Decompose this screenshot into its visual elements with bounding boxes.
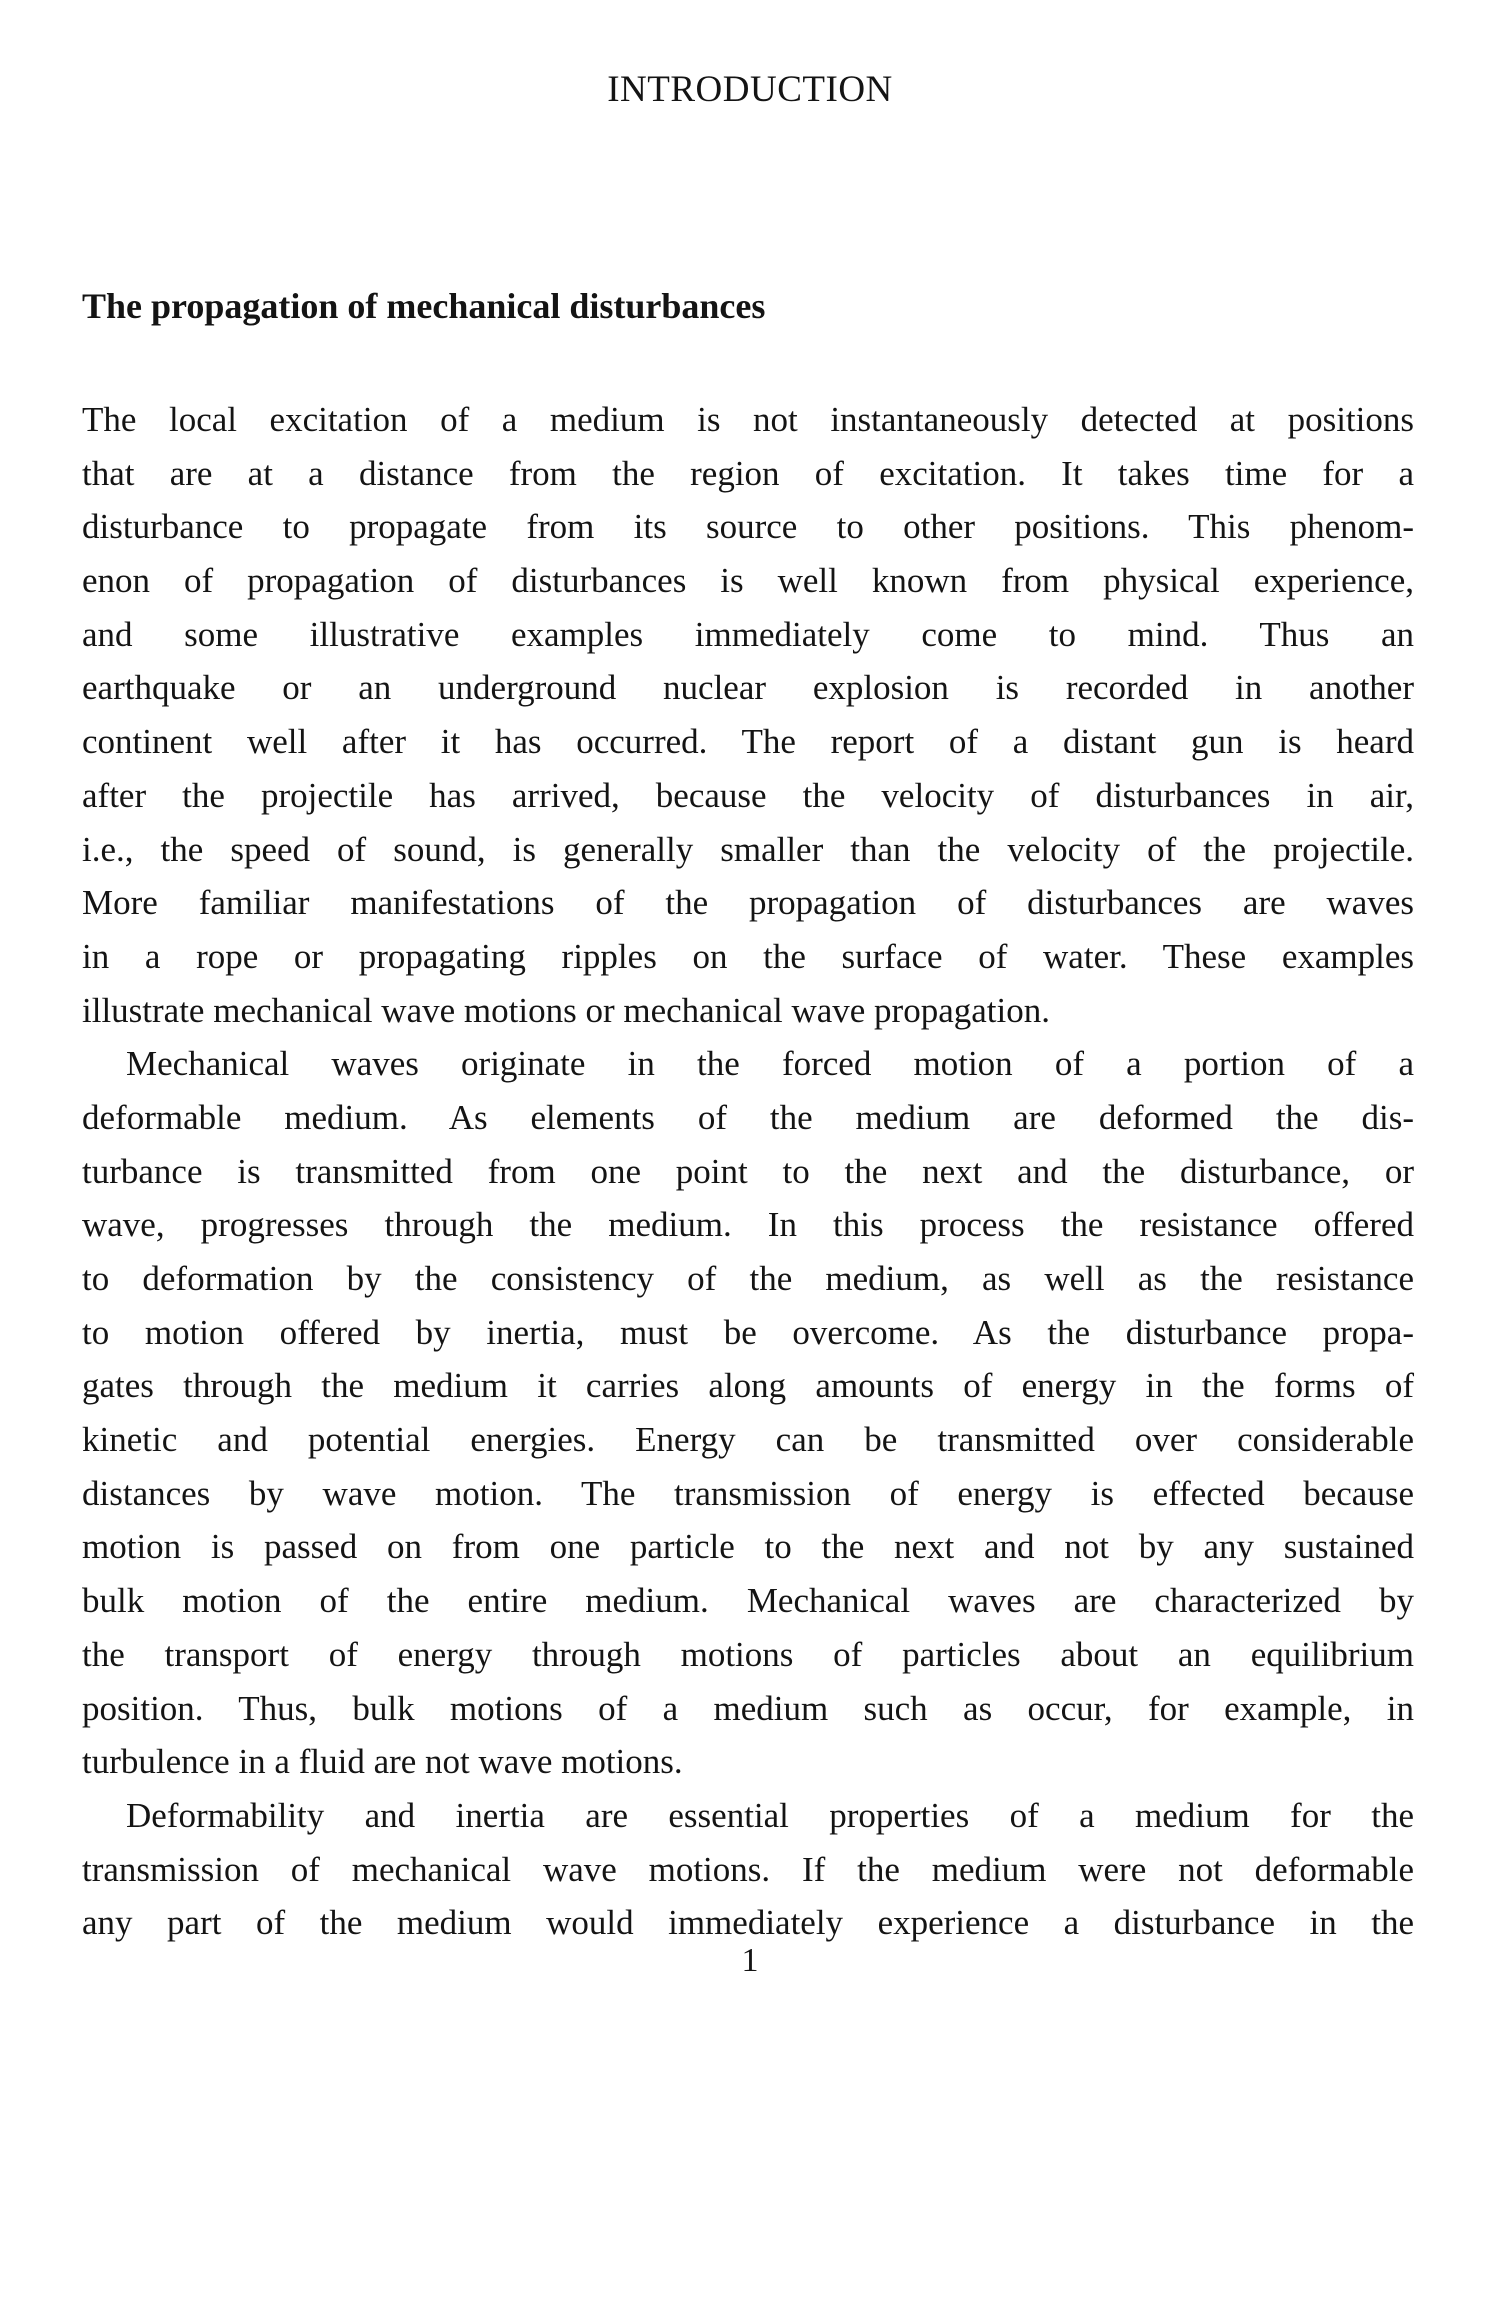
text-line: and some illustrative examples immediately come to mind. Thus an xyxy=(82,614,1414,654)
body-text xyxy=(82,393,1414,1950)
text-line: any part of the medium would immediately experience a disturbance in the xyxy=(82,1903,1414,1943)
text-line: that are at a distance from the region of excitation. It takes time for a xyxy=(82,453,1414,493)
text-line: The local excitation of a medium is not instantaneously detected at positions xyxy=(82,400,1414,439)
text-line: More familiar manifestations of the propagation of disturbances are waves xyxy=(82,883,1414,923)
text-line: Deformability and inertia are essential properties of a medium for the xyxy=(126,1795,1414,1835)
text-line: turbulence in a fluid are not wave motions. xyxy=(82,1742,683,1782)
text-line: kinetic and potential energies. Energy can be transmitted over considerable xyxy=(82,1420,1414,1460)
text-line: in a rope or propagating ripples on the surface of water. These examples xyxy=(82,936,1414,976)
text-line: continent well after it has occurred. The report of a distant gun is heard xyxy=(82,722,1414,762)
page-number: 1 xyxy=(741,1942,759,1979)
text-line: to deformation by the consistency of the medium, as well as the resistance xyxy=(82,1259,1414,1298)
text-line: wave, progresses through the medium. In this process the resistance offered xyxy=(82,1205,1414,1245)
text-line: earthquake or an underground nuclear explosion is recorded in another xyxy=(82,668,1414,708)
text-line: turbance is transmitted from one point to the next and the disturbance, or xyxy=(82,1151,1414,1191)
text-line: transmission of mechanical wave motions. If the medium were not deformable xyxy=(82,1849,1414,1889)
text-line: bulk motion of the entire medium. Mechanical waves are characterized by xyxy=(82,1581,1414,1621)
text-line: to motion offered by inertia, must be overcome. As the disturbance propa- xyxy=(82,1312,1414,1352)
running-head: INTRODUCTION xyxy=(607,69,893,110)
text-line: position. Thus, bulk motions of a medium such as occur, for example, in xyxy=(82,1688,1414,1728)
text-line: illustrate mechanical wave motions or mechanical wave propagation. xyxy=(82,990,1050,1030)
text-line: distances by wave motion. The transmission of energy is effected because xyxy=(82,1473,1414,1513)
text-line: the transport of energy through motions of particles about an equilibrium xyxy=(82,1634,1414,1674)
text-line: after the projectile has arrived, because the velocity of disturbances in air, xyxy=(82,775,1414,815)
text-line: gates through the medium it carries along amounts of energy in the forms of xyxy=(82,1366,1414,1406)
text-line: enon of propagation of disturbances is well known from physical experience, xyxy=(82,561,1414,601)
section-title: The propagation of mechanical disturbances xyxy=(82,286,766,326)
text-line: motion is passed on from one particle to the next and not by any sustained xyxy=(82,1527,1414,1567)
text-line: i.e., the speed of sound, is generally smaller than the velocity of the projectile. xyxy=(82,829,1414,869)
text-line: disturbance to propagate from its source to other positions. This phenom- xyxy=(82,507,1414,547)
text-line: Mechanical waves originate in the forced motion of a portion of a xyxy=(126,1044,1414,1084)
text-line: deformable medium. As elements of the medium are deformed the dis- xyxy=(82,1097,1414,1137)
